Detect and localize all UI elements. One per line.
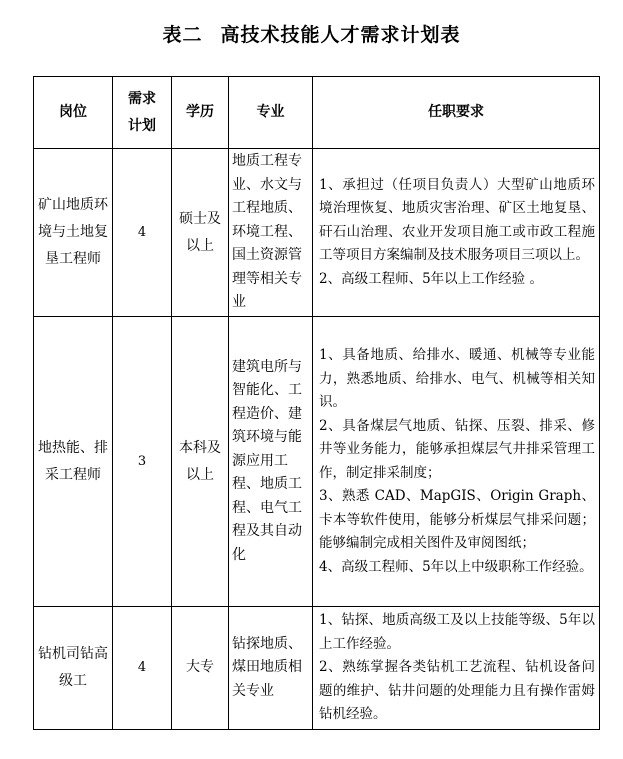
requirement-item: 3、熟悉 CAD、MapGIS、Origin Graph、卡本等软件使用，能够分析煤层气排采问题；能够编制完成相关图件及审阅图纸； xyxy=(319,488,595,551)
table-header-row xyxy=(34,77,600,149)
cell-count: 3 xyxy=(113,317,172,607)
title-text: 高技术技能人才需求计划表 xyxy=(220,24,461,46)
cell-major: 地质工程专业、水文与工程地质、环境工程、国土资源管理等相关专业 xyxy=(229,149,313,317)
table-row xyxy=(34,607,600,730)
header-position: 岗位 xyxy=(34,77,113,149)
header-demand xyxy=(113,77,172,149)
cell-count: 4 xyxy=(113,149,172,317)
header-education: 学历 xyxy=(172,77,229,149)
requirement-item: 2、高级工程师、5年以上工作经验 。 xyxy=(319,270,543,287)
title-prefix: 表二 xyxy=(162,24,203,46)
header-demand-line2: 计划 xyxy=(128,117,156,134)
requirement-item: 4、高级工程师、5年以上中级职称工作经验。 xyxy=(319,558,593,575)
cell-count: 4 xyxy=(113,607,172,730)
requirement-item: 1、承担过（任项目负责人）大型矿山地质环境治理恢复、地质灾害治理、矿区土地复垦、矸石山治理、农业开发项目施工或市政工程施工等项目方案编制及技术服务项目三项以上。 xyxy=(319,176,595,264)
talent-demand-table xyxy=(33,76,600,730)
cell-education: 硕士及以上 xyxy=(172,149,229,317)
header-major: 专业 xyxy=(229,77,313,149)
cell-major: 建筑电所与智能化、工程造价、建筑环境与能源应用工程、地质工程、电气工程及其自动化 xyxy=(229,317,313,607)
cell-position: 矿山地质环境与土地复垦工程师 xyxy=(34,149,113,317)
table-row xyxy=(34,317,600,607)
requirement-item: 2、熟练掌握各类钻机工艺流程、钻机设备问题的维护、钻井问题的处理能力且有操作雷姆钻机经验。 xyxy=(319,659,595,722)
cell-position: 钻机司钻高级工 xyxy=(34,607,113,730)
requirement-item: 1、具备地质、给排水、暖通、机械等专业能力，熟悉地质、给排水、电气、机械等相关知识。 xyxy=(319,347,595,410)
requirement-item: 2、具备煤层气地质、钻探、压裂、排采、修井等业务能力，能够承担煤层气井排采管理工作，制定排采制度； xyxy=(319,417,595,481)
cell-position: 地热能、排采工程师 xyxy=(34,317,113,607)
table-row xyxy=(34,149,600,317)
cell-requirements xyxy=(313,607,600,730)
cell-requirements xyxy=(313,149,600,317)
cell-education: 大专 xyxy=(172,607,229,730)
page-title xyxy=(0,20,623,47)
requirement-item: 1、钻探、地质高级工及以上技能等级、5年以上工作经验。 xyxy=(319,612,595,652)
header-requirements: 任职要求 xyxy=(313,77,600,149)
cell-requirements xyxy=(313,317,600,607)
header-demand-line1: 需求 xyxy=(128,90,156,107)
cell-major: 钻探地质、煤田地质相关专业 xyxy=(229,607,313,730)
cell-education: 本科及以上 xyxy=(172,317,229,607)
